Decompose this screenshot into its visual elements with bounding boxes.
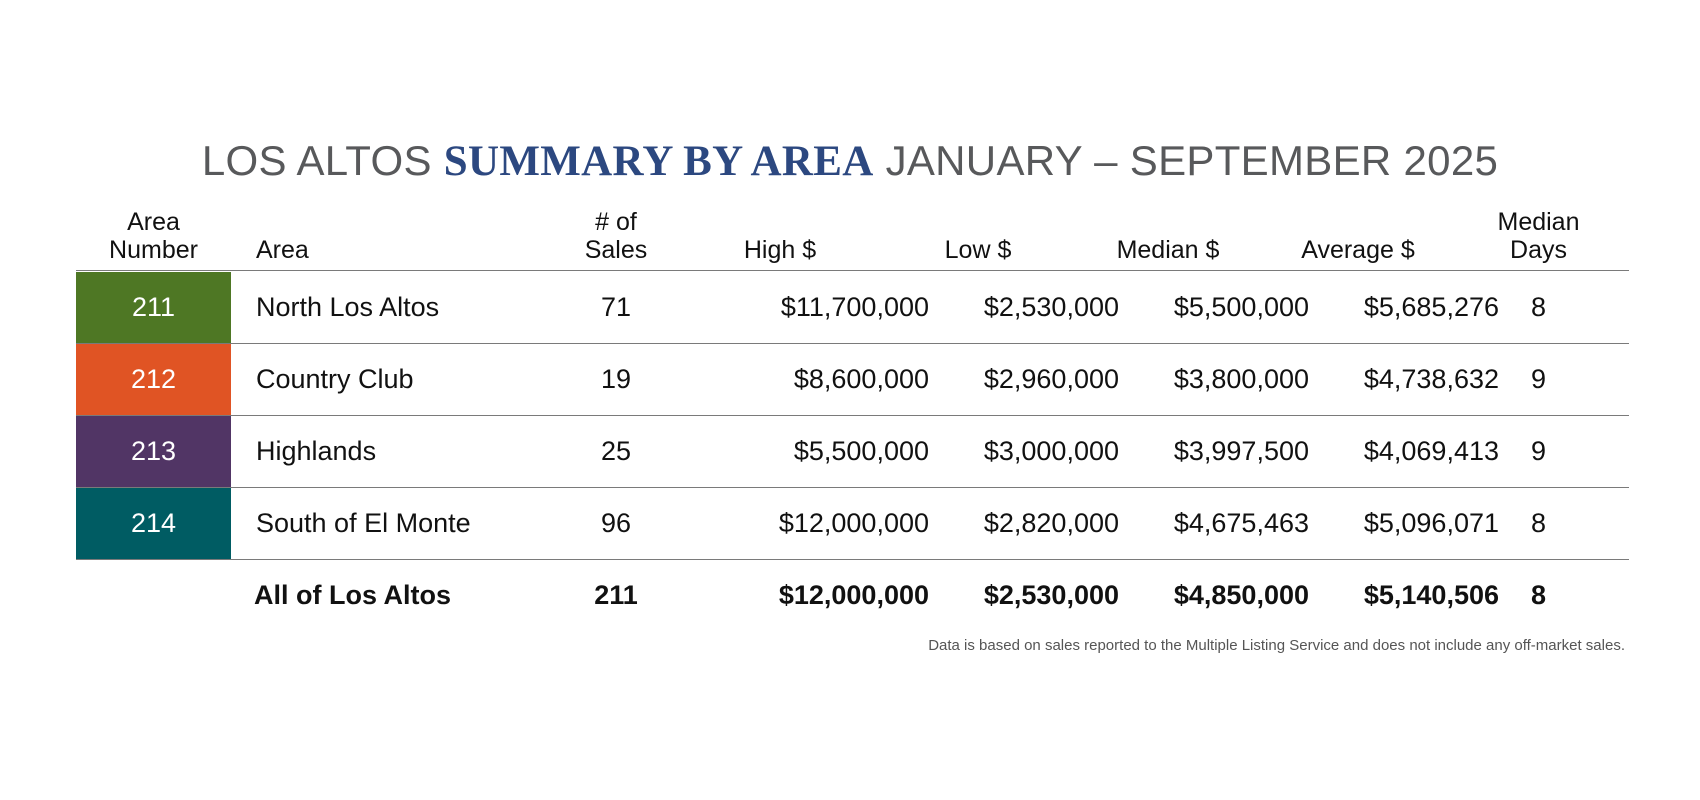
header-area-number-line1: Area [127,208,180,236]
high-cell: $12,000,000 [778,508,929,538]
header-sales-line2: Sales [584,236,648,264]
area-number-cell: 212 [76,344,231,415]
low-cell: $2,960,000 [983,364,1119,394]
days-cell: 9 [1530,364,1547,394]
header-sales-line1: # of [595,208,637,236]
table-row [76,416,1629,488]
average-cell: $4,069,413 [1363,436,1499,466]
low-cell: $3,000,000 [983,436,1119,466]
days-cell: 8 [1530,292,1547,322]
median-cell: $5,500,000 [1173,292,1309,322]
high-cell: $8,600,000 [793,364,929,394]
area-name-cell: Country Club [256,364,414,394]
average-cell: $5,096,071 [1363,508,1499,538]
median-cell: $4,675,463 [1173,508,1309,538]
sales-cell: 96 [600,508,632,538]
table-row [76,488,1629,560]
low-cell: $2,530,000 [983,292,1119,322]
header-area-number-line2: Number [109,236,198,264]
header-high: High $ [743,236,817,264]
area-name-cell: Highlands [256,436,377,466]
table-row [76,344,1629,416]
header-days-line1: Median [1497,208,1580,236]
title-period: JANUARY – SEPTEMBER 2025 [885,137,1499,184]
header-median: Median $ [1116,236,1220,264]
total-median-cell: $4,850,000 [1173,580,1309,610]
days-cell: 8 [1530,508,1547,538]
area-number-cell: 213 [76,416,231,487]
low-cell: $2,820,000 [983,508,1119,538]
days-cell: 9 [1530,436,1547,466]
header-divider [76,270,1629,271]
area-name-cell: South of El Monte [256,508,471,538]
header-average: Average $ [1301,236,1415,264]
total-average-cell: $5,140,506 [1363,580,1499,610]
total-area-cell: All of Los Altos [254,580,451,610]
median-cell: $3,997,500 [1173,436,1309,466]
high-cell: $11,700,000 [780,292,929,322]
footnote: Data is based on sales reported to the Multiple Listing Service and does not include any off-market sales. [928,637,1625,654]
total-days-cell: 8 [1530,580,1547,610]
total-high-cell: $12,000,000 [778,580,929,610]
total-low-cell: $2,530,000 [983,580,1119,610]
header-days-line2: Days [1510,236,1567,264]
total-row [76,560,1629,631]
title-summary: SUMMARY BY AREA [443,138,874,185]
header-low: Low $ [944,236,1012,264]
title-city: LOS ALTOS [201,137,432,184]
sales-cell: 19 [600,364,632,394]
header-days [1476,208,1601,264]
sales-cell: 71 [600,292,632,322]
average-cell: $5,685,276 [1363,292,1499,322]
header-area: Area [256,236,309,264]
area-number-cell: 211 [76,272,231,343]
area-number-cell: 214 [76,488,231,559]
average-cell: $4,738,632 [1363,364,1499,394]
median-cell: $3,800,000 [1173,364,1309,394]
high-cell: $5,500,000 [793,436,929,466]
header-area-number [76,208,231,264]
table-row [76,272,1629,344]
page-title [0,136,1700,187]
header-sales [566,208,666,264]
sales-cell: 25 [600,436,632,466]
area-name-cell: North Los Altos [256,292,440,322]
total-sales-cell: 211 [594,580,638,610]
